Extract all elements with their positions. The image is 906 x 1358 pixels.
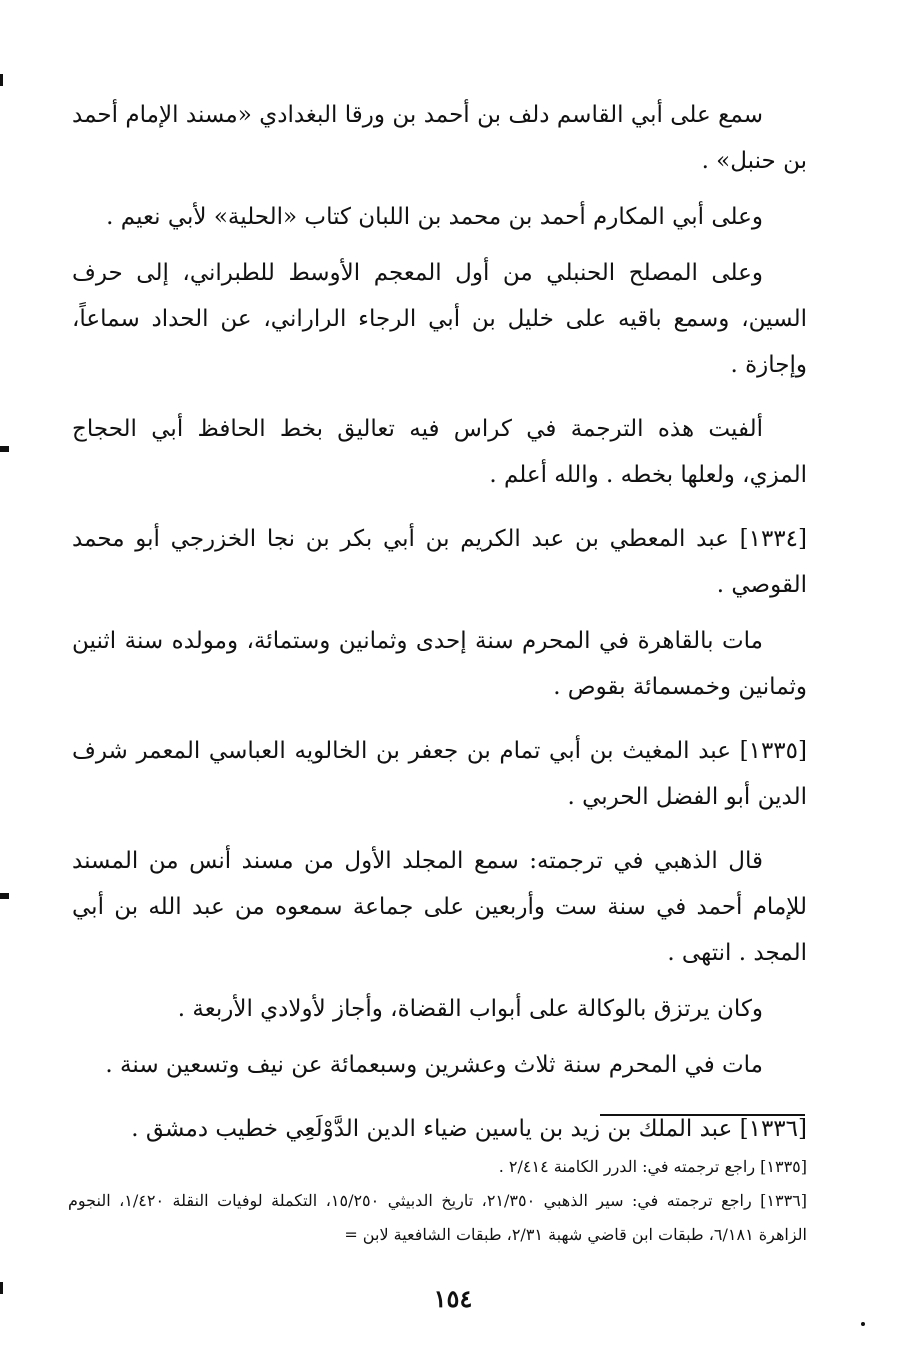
scan-mark	[0, 1282, 3, 1294]
scan-mark	[0, 74, 3, 86]
paragraph-abu-al-makarim: وعلى أبي المكارم أحمد بن محمد بن اللبان كتاب «الحلية» لأبي نعيم .	[106, 204, 763, 230]
paragraph-mizzi-note: ألفيت هذه الترجمة في كراس فيه تعاليق بخط الحافظ أبي الحجاج المزي، ولعلها بخطه . والله أعلم .	[72, 416, 807, 488]
scan-mark	[0, 893, 9, 899]
footnote-1336: [١٣٣٦] راجع ترجمته في: سير الذهبي ٢١/٣٥٠، تاريخ الدبيثي ١٥/٢٥٠، التكملة لوفيات النقلة ١/٤٢٠، النجوم الزاهرة ٦/١٨١، طبقات ابن قاضي شهبة ٢/٣١، طبقات الشافعية لابن =	[68, 1191, 808, 1244]
entry-1335-wikala: وكان يرتزق بالوكالة على أبواب القضاة، وأجاز لأولادي الأربعة .	[177, 996, 763, 1022]
scan-mark	[0, 446, 9, 452]
entry-1334-heading: [١٣٣٤] عبد المعطي بن عبد الكريم بن أبي بكر بن نجا الخزرجي أبو محمد القوصي .	[72, 526, 807, 598]
footnote-1335: [١٣٣٥] راجع ترجمته في: الدرر الكامنة ٢/٤١٤ .	[498, 1157, 807, 1176]
entry-1336-heading: [١٣٣٦] عبد الملك بن زيد بن ياسين ضياء الدين الدَّوْلَعِي خطيب دمشق .	[131, 1116, 807, 1142]
paragraph-al-muslih: وعلى المصلح الحنبلي من أول المعجم الأوسط للطبراني، إلى حرف السين، وسمع باقيه على خليل بن أبي الرجاء الراراني، عن الحداد سماعاً، وإجازة .	[72, 260, 807, 378]
entry-1335-heading: [١٣٣٥] عبد المغيث بن أبي تمام بن جعفر بن الخالويه العباسي المعمر شرف الدين أبو الفضل الحربي .	[72, 738, 807, 810]
scan-mark	[861, 1322, 865, 1326]
main-text	[72, 92, 807, 1162]
entry-1335-dhahabi: قال الذهبي في ترجمته: سمع المجلد الأول من مسند أنس من المسند للإمام أحمد في سنة ست وأربعين على جماعة سمعوه من عبد الله بن أبي المجد . انتهى .	[72, 848, 807, 966]
footnotes	[68, 1150, 807, 1252]
footnote-separator	[600, 1114, 805, 1116]
entry-1334-death: مات بالقاهرة في المحرم سنة إحدى وثمانين وستمائة، ومولده سنة اثنين وثمانين وخمسمائة بقوص .	[72, 628, 807, 700]
paragraph-dulaf: سمع على أبي القاسم دلف بن أحمد بن ورقا البغدادي «مسند الإمام أحمد بن حنبل» .	[72, 102, 807, 174]
page-number: ١٥٤	[433, 1284, 473, 1313]
entry-1335-death: مات في المحرم سنة ثلاث وعشرين وسبعمائة عن نيف وتسعين سنة .	[105, 1052, 763, 1078]
